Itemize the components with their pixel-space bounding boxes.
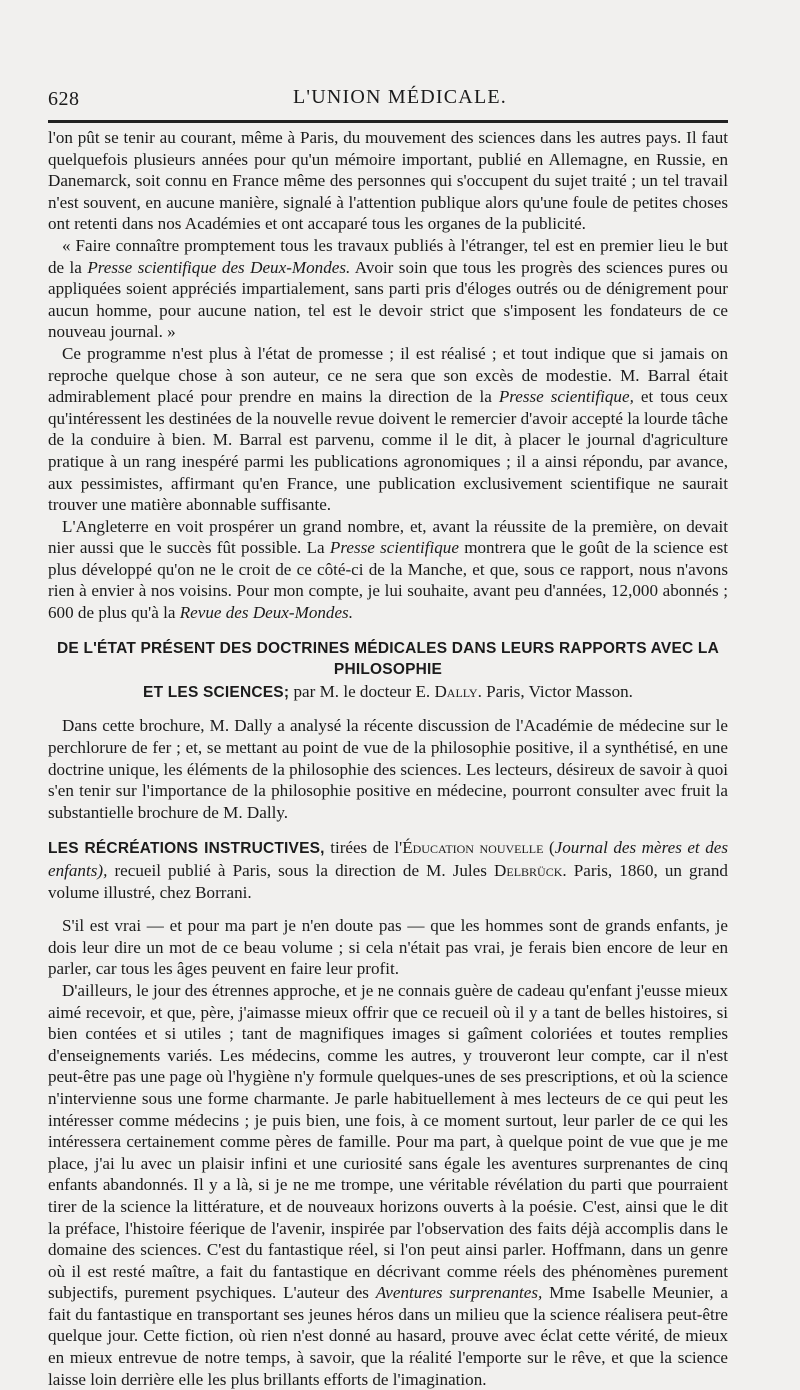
paragraph-programme: Ce programme n'est plus à l'état de promesse ; il est réalisé ; et tout indique que si jamais on reproche quelque chose à son auteur, ce ne sera que son excès de modestie. M. Barral était admirablement placé pour prendre en mains la direction de la Presse scientifique, et tous ceux qu'intéressent les destinées de la nouvelle revue doivent le remercier d'avoir accepté la lourde tâche de la conduire à bien. M. Barral est parvenu, comme il le dit, à placer le journal d'agriculture pratique à un rang inespéré parmi les publications agronomiques ; il a ainsi répondu, par avance, aux pessimistes, affirmant qu'en France, une publication exclusivement scientifique ne saurait trouver une matière abonnable suffisante. bbox=[48, 343, 728, 515]
author-name: Dally bbox=[434, 681, 478, 701]
review-recreations bbox=[48, 837, 728, 1390]
review-heading-line2: ET LES SCIENCES; par M. le docteur E. Dally. Paris, Victor Masson. bbox=[143, 681, 633, 701]
paragraph-angleterre: L'Angleterre en voit prospérer un grand nombre, et, avant la réussite de la première, on devait nier aussi que le succès fût possible. La Presse scientifique montrera que le goût de la science est plus développé qu'on ne le croit de ce côté-ci de la Manche, et que, sous ce rapport, nous n'avons rien à envier à nos voisins. Pour mon compte, je lui souhaite, avant peu d'années, 12,000 abonnés ; 600 de plus qu'à la Revue des Deux-Mondes. bbox=[48, 516, 728, 623]
journal-title: L'UNION MÉDICALE. bbox=[293, 86, 507, 108]
paragraph-quote: « Faire connaître promptement tous les travaux publiés à l'étranger, tel est en premier lieu le but de la Presse scientifique des Deux-Mondes. Avoir soin que tous les progrès des sciences pures ou appliquées soient appréciés impartialement, sans parti pris d'éloges outrés ou de dénigrement pour aucun homme, pour aucune nation, tel est le devoir strict que s'imposent les fondateurs de ce nouveau journal. » bbox=[48, 235, 728, 342]
review-heading-line1: DE L'ÉTAT PRÉSENT DES DOCTRINES MÉDICALES DANS LEURS RAPPORTS AVEC LA PHILOSOPHIE bbox=[57, 639, 719, 679]
paragraph-continuation: l'on pût se tenir au courant, même à Paris, du mouvement des sciences dans les autres pays. Il faut quelquefois plusieurs années pour qu'un mémoire important, publié en Allemagne, en Russie, en Danemarck, soit connu en France même des personnes qui s'occupent du sujet traité ; un tel travail n'est souvent, en aucune manière, signalé à l'attention publique alors qu'une foule de petites choses ont retenti dans nos Académies et ont accaparé tous les organes de la publicité. bbox=[48, 128, 728, 234]
header-rule bbox=[48, 120, 728, 123]
running-header bbox=[48, 84, 728, 114]
review-dally bbox=[48, 638, 728, 824]
review-paragraph-1: S'il est vrai — et pour ma part je n'en doute pas — que les hommes sont de grands enfants, je dois leur dire un mot de ce beau volume ; si cela n'était pas vrai, je ferais bien encore de leur en parler, car tous les âges peuvent en faire leur profit. bbox=[48, 916, 728, 979]
review-paragraph-2: D'ailleurs, le jour des étrennes approche, et je ne connais guère de cadeau qu'enfant j'eusse mieux aimé recevoir, et que, père, j'aimasse mieux offrir que ce recueil où il y a tant de belles histoires, si bien contées et si utiles ; tant de magnifiques images si gaîment coloriées et toutes remplies d'enseignements variés. Les médecins, comme les autres, y trouveront leur compte, car il n'est peut-être pas une page où l'hygiène n'y formule quelques-unes de ses prescriptions, et où la science n'intervienne sous une forme charmante. Je parle habituellement à mes lecteurs de ce qui peut les intéresser comme médecins ; je puis bien, une fois, à ce moment surtout, leur parler de ce qui les intéressera certainement comme pères de famille. Pour ma part, à quelque point de vue que je me place, j'ai lu avec un plaisir infini et une curiosité sans égale les aventures surprenantes de cinq enfants abandonnés. Il y a là, si je ne me trompe, une véritable révélation du parti que pourraient tirer de la science la littérature, et de nouveaux horizons ouverts à la poésie. C'est, ainsi que le dit la préface, l'histoire féerique de l'avenir, inspirée par l'observation des faits déjà accomplis dans le domaine des sciences. C'est du fantastique réel, si l'on peut ainsi parler. Hoffmann, dans un genre où il est resté maître, a fait du fantastique en décrivant comme réels des phénomènes purement subjectifs, purement psychiques. L'auteur des Aventures surprenantes, Mme Isabelle Meunier, a fait du fantastique en transportant ses jeunes héros dans un milieu que la science réalisera peut-être quelque jour. Cette fiction, où rien n'est donné au hasard, prouve avec éclat cette vérité, de mieux en mieux entrevue de notre temps, à savoir, que la réalité l'emporte sur le rêve, et que la science laisse loin derrière elle les plus brillants efforts de l'imagination. bbox=[48, 980, 729, 1389]
page bbox=[48, 84, 728, 1390]
page-number: 628 bbox=[48, 88, 80, 110]
review-heading: LES RÉCRÉATIONS INSTRUCTIVES, tirées de l'Éducation nouvelle (Journal des mères et des enfants), recueil publié à Paris, sous la direction de M. Jules Delbrück. Paris, 1860, un grand volume illustré, chez Borrani. bbox=[48, 838, 728, 902]
review-body: Dans cette brochure, M. Dally a analysé la récente discussion de l'Académie de médecine sur le perchlorure de fer ; et, se mettant au point de vue de la philosophie positive, il a synthétisé, en une doctrine unique, les éléments de la philosophie des sciences. Les lecteurs, désireux de savoir à quoi s'en tenir sur l'importance de la philosophie positive en médecine, pourront consulter avec fruit la substantielle brochure de M. Dally. bbox=[48, 716, 728, 822]
article-body bbox=[48, 127, 728, 624]
